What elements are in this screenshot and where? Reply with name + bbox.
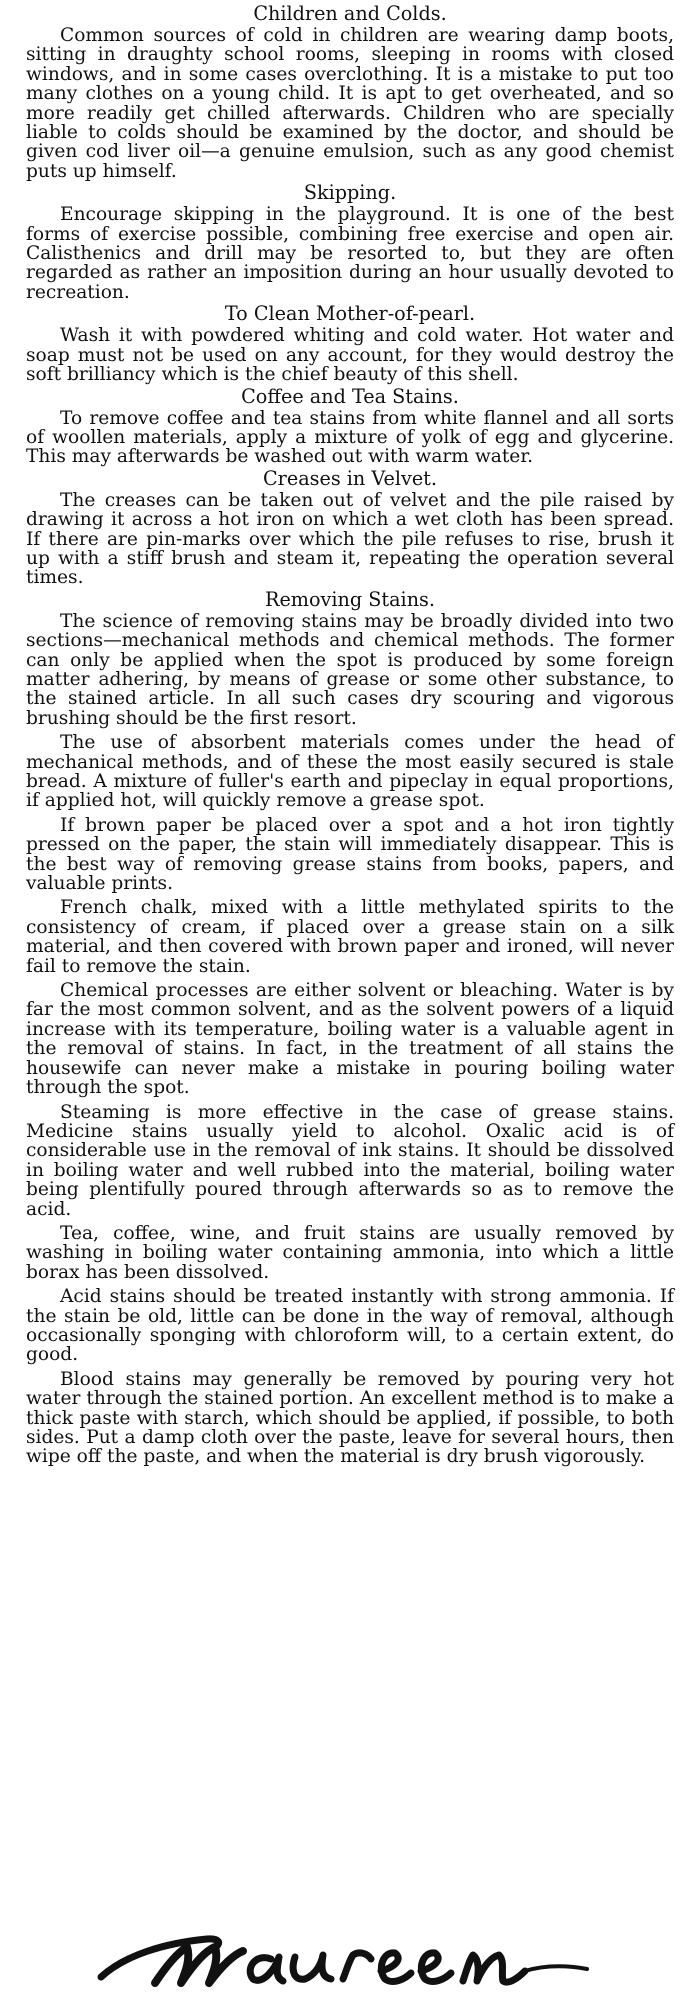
paragraph: Encourage skipping in the playground. It is one of the best forms of exercise possible, combining free exercise and open air. Calisthenics and drill may be resorted to, but they are often regarded as rather an imposition during an hour usually devoted to recreation.	[26, 204, 674, 303]
paragraph: Tea, coffee, wine, and fruit stains are usually removed by washing in boiling water containing ammonia, into which a little borax has been dissolved.	[26, 1222, 674, 1283]
section-title: Removing Stains.	[265, 587, 435, 611]
section-creases-in-velvet	[26, 468, 674, 588]
paragraph: Wash it with powdered whiting and cold water. Hot water and soap must not be used on any account, for they would destroy the soft brilliancy which is the chief beauty of this shell.	[26, 325, 674, 386]
section-title: Skipping.	[303, 181, 397, 205]
section-removing-stains	[26, 589, 674, 1467]
section-title: Coffee and Tea Stains.	[241, 384, 459, 408]
paragraph: Chemical processes are either solvent or bleaching. Water is by far the most common solvent, and as the solvent powers of a liquid increase with its temperature, boiling water is a valuable agent in the removal of stains. In fact, in the treatment of all stains the housewife can never make a mistake in pouring boiling water through the spot.	[26, 980, 674, 1099]
section-children-and-colds	[26, 3, 674, 181]
paragraph: The creases can be taken out of velvet and the pile raised by drawing it across a hot iron on which a wet cloth has been spread. If there are pin-marks over which the pile refuses to rise, brush it up with a stiff brush and steam it, repeating the operation several times.	[26, 489, 674, 589]
signature-strokes	[101, 1939, 587, 1983]
article-column	[26, 2, 674, 1467]
section-mother-of-pearl	[26, 303, 674, 384]
paragraph: Common sources of cold in children are wearing damp boots, sitting in draughty school rooms, sleeping in rooms with closed windows, and in some cases overclothing. It is a mistake to put too many clothes on a young child. It is apt to get overheated, and so more readily get chilled afterwards. Children who are specially liable to colds should be examined by the doctor, and should be given cod liver oil—a genuine emulsion, such as any good chemist puts up himself.	[26, 25, 674, 182]
paragraph: If brown paper be placed over a spot and a hot iron tightly pressed on the paper, the stain will immediately disappear. This is the best way of removing grease stains from books, papers, and valuable prints.	[26, 814, 674, 895]
paragraph: Blood stains may generally be removed by pouring very hot water through the stained portion. An excellent method is to make a thick paste with starch, which should be applied, if possible, to both sides. Put a damp cloth over the paste, leave for several hours, then wipe off the paste, and when the material is dry brush vigorously.	[26, 1368, 674, 1468]
paragraph: French chalk, mixed with a little methylated spirits to the consistency of cream, if placed over a grease stain on a silk material, and then covered with brown paper and ironed, will never fail to remove the stain.	[26, 897, 674, 977]
paragraph: The science of removing stains may be broadly divided into two sections—mechanical methods and chemical methods. The former can only be applied when the spot is produced by some foreign matter adhering, by means of grease or some other substance, to the stained article. In all such cases dry scouring and vigorous brushing should be the first resort.	[26, 610, 674, 729]
paragraph: Steaming is more effective in the case of grease stains. Medicine stains usually yield to alcohol. Oxalic acid is of considerable use in the removal of ink stains. It should be dissolved in boiling water and well rubbed into the material, boiling water being plentifully poured through afterwards so as to remove the acid.	[26, 1101, 674, 1220]
section-coffee-tea-stains	[26, 386, 674, 467]
signature-drawing	[95, 1925, 605, 1997]
section-skipping	[26, 182, 674, 302]
paragraph: The use of absorbent materials comes under the head of mechanical methods, and of these the most easily secured is stale bread. A mixture of fuller's earth and pipeclay in equal proportions, if applied hot, will quickly remove a grease spot.	[26, 732, 674, 812]
section-title: Creases in Velvet.	[263, 466, 437, 490]
signature	[95, 1925, 605, 1997]
paragraph: Acid stains should be treated instantly with strong ammonia. If the stain be old, little can be done in the way of removal, although occasionally sponging with chloroform will, to a certain extent, do good.	[26, 1286, 674, 1366]
section-title: To Clean Mother-of-pearl.	[224, 302, 476, 326]
section-title: Children and Colds.	[253, 2, 447, 25]
paragraph: To remove coffee and tea stains from white flannel and all sorts of woollen materials, apply a mixture of yolk of egg and glycerine. This may afterwards be washed out with warm water.	[26, 407, 674, 468]
